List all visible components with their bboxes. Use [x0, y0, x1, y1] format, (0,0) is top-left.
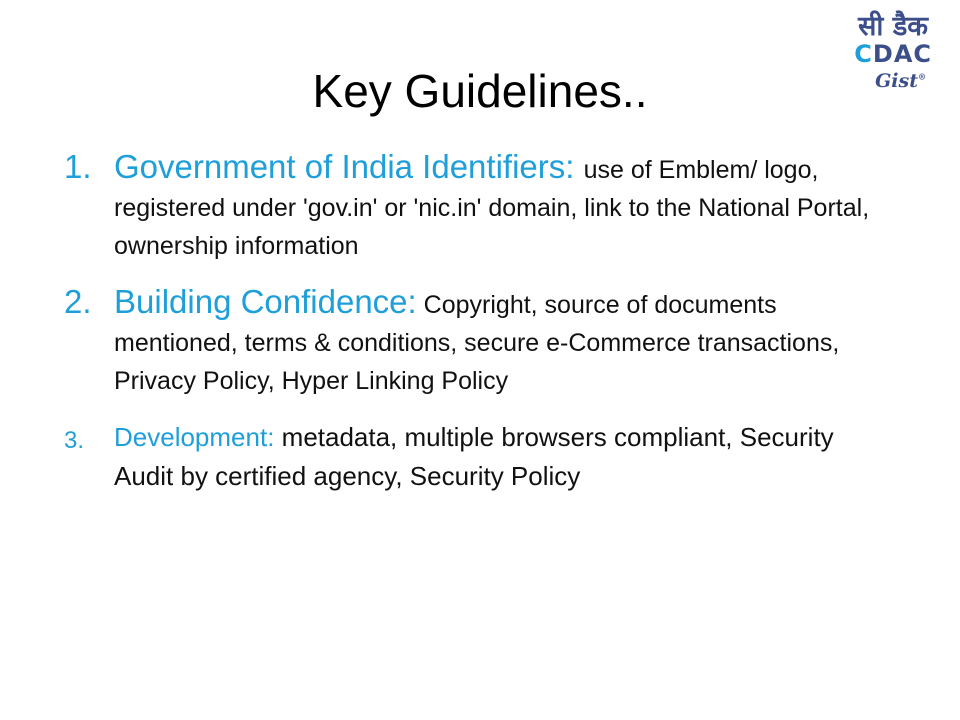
item-heading: Development: [114, 422, 275, 452]
item-number: 1. [64, 148, 92, 185]
list-item [64, 420, 894, 498]
item-text: Copyright, source of documents mentioned, terms & conditions, secure e-Commerce transactions, Privacy Policy, Hyper Linking Policy [114, 291, 840, 395]
logo-gist-word: Gist [875, 70, 918, 92]
logo-hindi-text: सी डैक [858, 11, 928, 42]
logo-cdac-rest: DAC [872, 40, 932, 68]
item-text: metadata, multiple browsers compliant, Security Audit by certified agency, Security Policy [114, 422, 834, 491]
list-item [64, 285, 894, 402]
item-number: 3. [64, 427, 85, 454]
item-separator: : [565, 148, 584, 185]
logo-cdac-c: C [854, 40, 873, 68]
guidelines-list [64, 150, 894, 516]
list-item [64, 150, 894, 267]
slide-title: Key Guidelines.. [312, 65, 648, 117]
item-separator [417, 291, 424, 319]
item-heading: Building Confidence: [114, 283, 417, 320]
logo-registered-mark: ® [918, 71, 926, 82]
item-text: use of Emblem/ logo, registered under 'gov.in' or 'nic.in' domain, link to the National Portal, ownership information [114, 156, 870, 260]
item-heading: Government of India Identifiers [114, 148, 566, 185]
item-separator [274, 422, 281, 452]
item-number: 2. [64, 283, 92, 320]
